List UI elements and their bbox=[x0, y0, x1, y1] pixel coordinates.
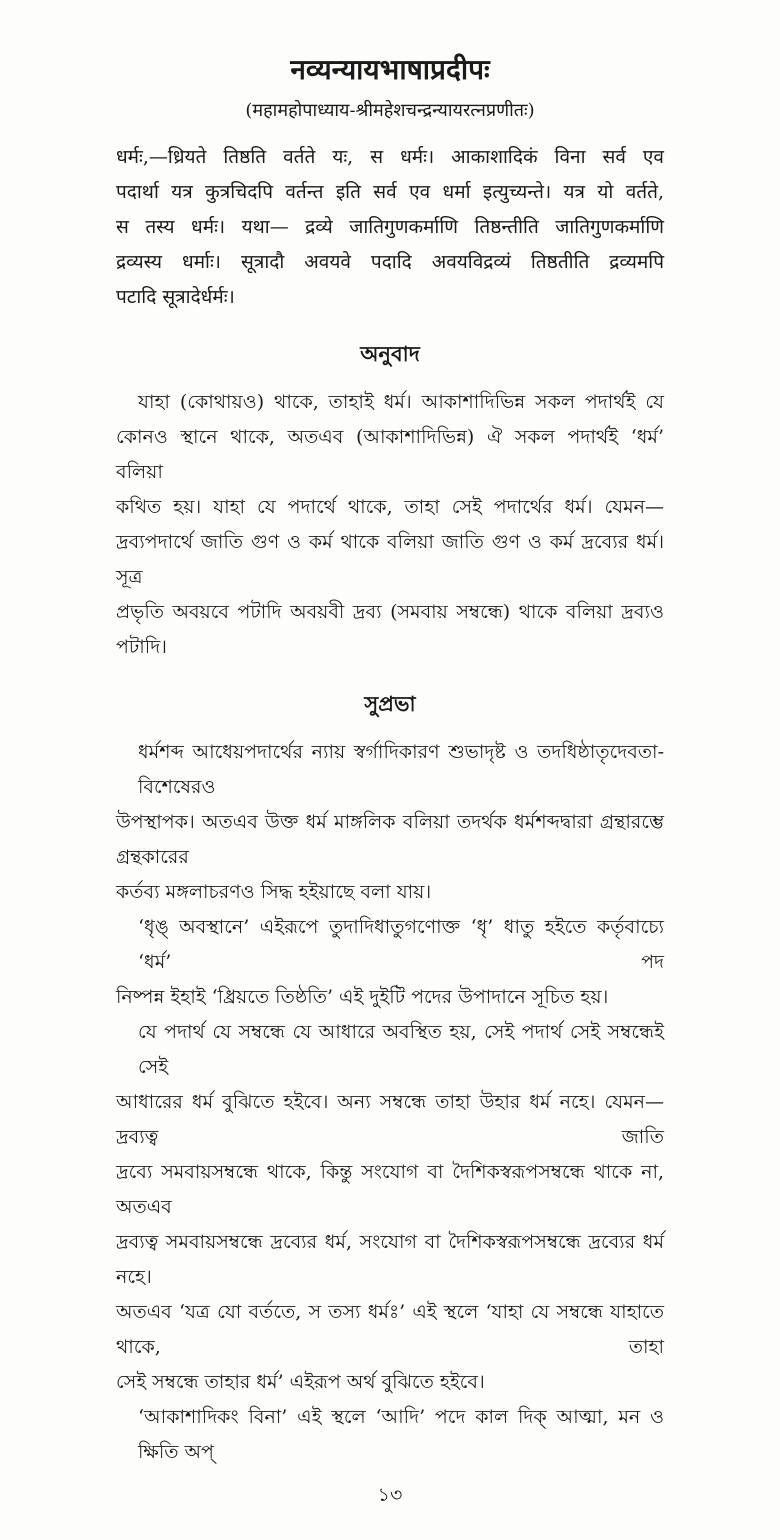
text-line: কর্তব্য মঙ্গলাচরণও সিদ্ধ হইয়াছে বলা যায়। bbox=[116, 881, 432, 903]
text-line: द्रव्यस्य धर्माः। सूत्रादौ अवयवे पदादि अवयविद्रव्यं तिष्ठतीति द्रव्यमपि bbox=[116, 251, 664, 273]
text-line: पटादि सूत्रादेर्धर्मः। bbox=[116, 286, 235, 308]
text-line: যে পদার্থ যে সম্বন্ধে যে আধারে অবস্থিত হয়, সেই পদার্থ সেই সম্বন্ধেই সেই bbox=[138, 1021, 664, 1078]
page-title: नव्यन्यायभाषाप्रदीपः bbox=[290, 53, 490, 86]
text-line: দ্রব্যত্ব সমবায়সম্বন্ধে দ্রব্যের ধর্ম, সংযোগ বা দৈশিকস্বরূপসম্বন্ধে দ্রব্যের ধর্ম নহে। bbox=[116, 1231, 664, 1288]
sanskrit-text bbox=[116, 140, 664, 315]
text-line: নিষ্পন্ন ইহাই ‘ধ্রিয়তে তিষ্ঠতি’ এই দুইটি পদের উপাদানে সূচিত হয়। bbox=[116, 986, 609, 1008]
text-line: धर्मः,—ध्रियते तिष्ठति वर्तते यः, स धर्मः। आकाशादिकं विना सर्व एव bbox=[116, 146, 664, 168]
text-line: কথিত হয়। যাহা যে পদার্থে থাকে, তাহা সেই পদার্থের ধর্ম। যেমন— bbox=[116, 496, 664, 518]
text-line: ধর্মশব্দ আধেয়পদার্থের ন্যায় স্বর্গাদিকারণ শুভাদৃষ্ট ও তদধিষ্ঠাতৃদেবতা- বিশেষেরও bbox=[138, 741, 664, 798]
page-number: ১৩ bbox=[377, 1484, 403, 1506]
text-line: स तस्य धर्मः। यथा— द्रव्ये जातिगुणकर्माणि तिष्ठन्तीति जातिगुणकर्माणि bbox=[116, 216, 664, 238]
page bbox=[116, 0, 664, 1540]
text-line: উপস্থাপক। অতএব উক্ত ধর্ম মাঙ্গলিক বলিয়া তদর্থক ধর্মশব্দদ্বারা গ্রন্থারম্ভে গ্রন্থকারের bbox=[116, 811, 664, 868]
anubad-text bbox=[116, 385, 664, 665]
text-line: যাহা (কোথায়ও) থাকে, তাহাই ধর্ম। আকাশাদিভিন্ন সকল পদার্থই যে bbox=[138, 391, 664, 413]
text-line: पदार्था यत्र कुत्रचिदपि वर्तन्त इति सर्व एव धर्मा इत्युच्यन्ते। यत्र यो वर्तते, bbox=[116, 181, 664, 203]
suprabha-text bbox=[116, 735, 664, 1470]
text-line: দ্রব্যপদার্থে জাতি গুণ ও কর্ম থাকে বলিয়া জাতি গুণ ও কর্ম দ্রব্যের ধর্ম। সূত্র bbox=[116, 531, 664, 588]
text-line: সেই সম্বন্ধে তাহার ধর্ম’ এইরূপ অর্থ বুঝিতে হইবে। bbox=[116, 1371, 485, 1393]
text-line: আধারের ধর্ম বুঝিতে হইবে। অন্য সম্বন্ধে তাহা উহার ধর্ম নহে। যেমন—দ্রব্যত্ব জাতি bbox=[116, 1091, 664, 1148]
suprabha-heading: সুপ্রভা bbox=[364, 691, 416, 716]
text-line: প্রভৃতি অবয়বে পটাদি অবয়বী দ্রব্য (সমবায় সম্বন্ধে) থাকে বলিয়া দ্রব্যও পটাদি। bbox=[116, 601, 664, 658]
anubad-heading: অনুবাদ bbox=[360, 341, 420, 366]
text-line: কোনও স্থানে থাকে, অতএব (আকাশাদিভিন্ন) ঐ সকল পদার্থই ‘ধর্ম’ বলিয়া bbox=[116, 426, 664, 483]
page-subtitle: (महामहोपाध्याय-श्रीमहेशचन्द्रन्यायरत्नप्रणीतः) bbox=[245, 100, 535, 121]
text-line: দ্রব্যে সমবায়সম্বন্ধে থাকে, কিন্তু সংযোগ বা দৈশিকস্বরূপসম্বন্ধে থাকে না, অতএব bbox=[116, 1161, 664, 1218]
text-line: ‘ধৃঙ্ অবস্থানে’ এইরূপে তুদাদিধাতুগণোক্ত ‘ধৃ’ ধাতু হইতে কর্তৃবাচ্যে ‘ধর্ম’ পদ bbox=[138, 916, 664, 973]
text-line: ‘আকাশাদিকং বিনা’ এই স্থলে ‘আদি’ পদে কাল দিক্ আত্মা, মন ও ক্ষিতি অপ্ bbox=[138, 1406, 664, 1463]
text-line: অতএব ‘যত্র যো বর্ততে, স তস্য ধর্মঃ’ এই স্থলে ‘যাহা যে সম্বন্ধে যাহাতে থাকে, তাহা bbox=[116, 1301, 664, 1358]
